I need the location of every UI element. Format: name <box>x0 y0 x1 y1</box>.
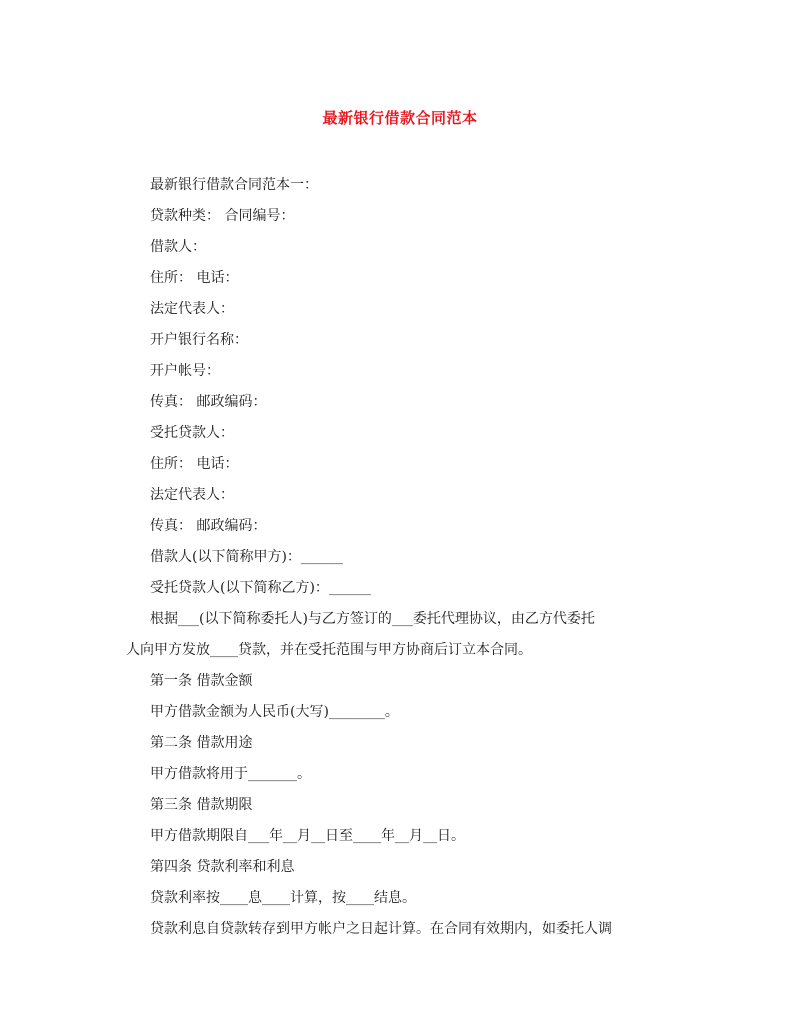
field-bank-name: 开户银行名称： <box>150 332 248 348</box>
field-address-phone: 住所： 电话： <box>150 270 239 286</box>
paragraph-line-2: 人向甲方发放____贷款，并在受托范围与甲方协商后订立本合同。 <box>126 642 532 658</box>
field-legal-rep-2: 法定代表人： <box>150 487 234 503</box>
article-4-text-2: 贷款利息自贷款转存到甲方帐户之日起计算。在合同有效期内，如委托人调 <box>150 921 612 937</box>
paragraph-line-1: 根据___(以下简称委托人)与乙方签订的___委托代理协议，由乙方代委托 <box>150 611 595 627</box>
field-loan-type: 贷款种类： 合同编号： <box>150 208 295 224</box>
article-3-text: 甲方借款期限自___年__月__日至____年__月__日。 <box>150 828 465 844</box>
document-body <box>126 170 670 945</box>
field-fax-postcode-2: 传真： 邮政编码： <box>150 518 267 534</box>
field-address-phone-2: 住所： 电话： <box>150 456 239 472</box>
field-account-number: 开户帐号： <box>150 363 220 379</box>
field-borrower: 借款人： <box>150 239 206 255</box>
article-2-heading: 第二条 借款用途 <box>150 735 253 751</box>
section-heading: 最新银行借款合同范本一： <box>150 177 318 193</box>
document-title: 最新银行借款合同范本 <box>322 109 478 127</box>
field-fax-postcode: 传真： 邮政编码： <box>150 394 267 410</box>
article-4-heading: 第四条 贷款利率和利息 <box>150 859 295 875</box>
article-2-text: 甲方借款将用于_______。 <box>150 766 311 782</box>
party-a: 借款人(以下简称甲方)：______ <box>150 549 343 565</box>
field-trustee-lender: 受托贷款人： <box>150 425 234 441</box>
article-1-heading: 第一条 借款金额 <box>150 673 253 689</box>
party-b: 受托贷款人(以下简称乙方)：______ <box>150 580 371 596</box>
article-1-text: 甲方借款金额为人民币(大写)________。 <box>150 704 399 720</box>
article-3-heading: 第三条 借款期限 <box>150 797 253 813</box>
field-legal-rep: 法定代表人： <box>150 301 234 317</box>
article-4-text: 贷款利率按____息____计算，按____结息。 <box>150 890 416 906</box>
